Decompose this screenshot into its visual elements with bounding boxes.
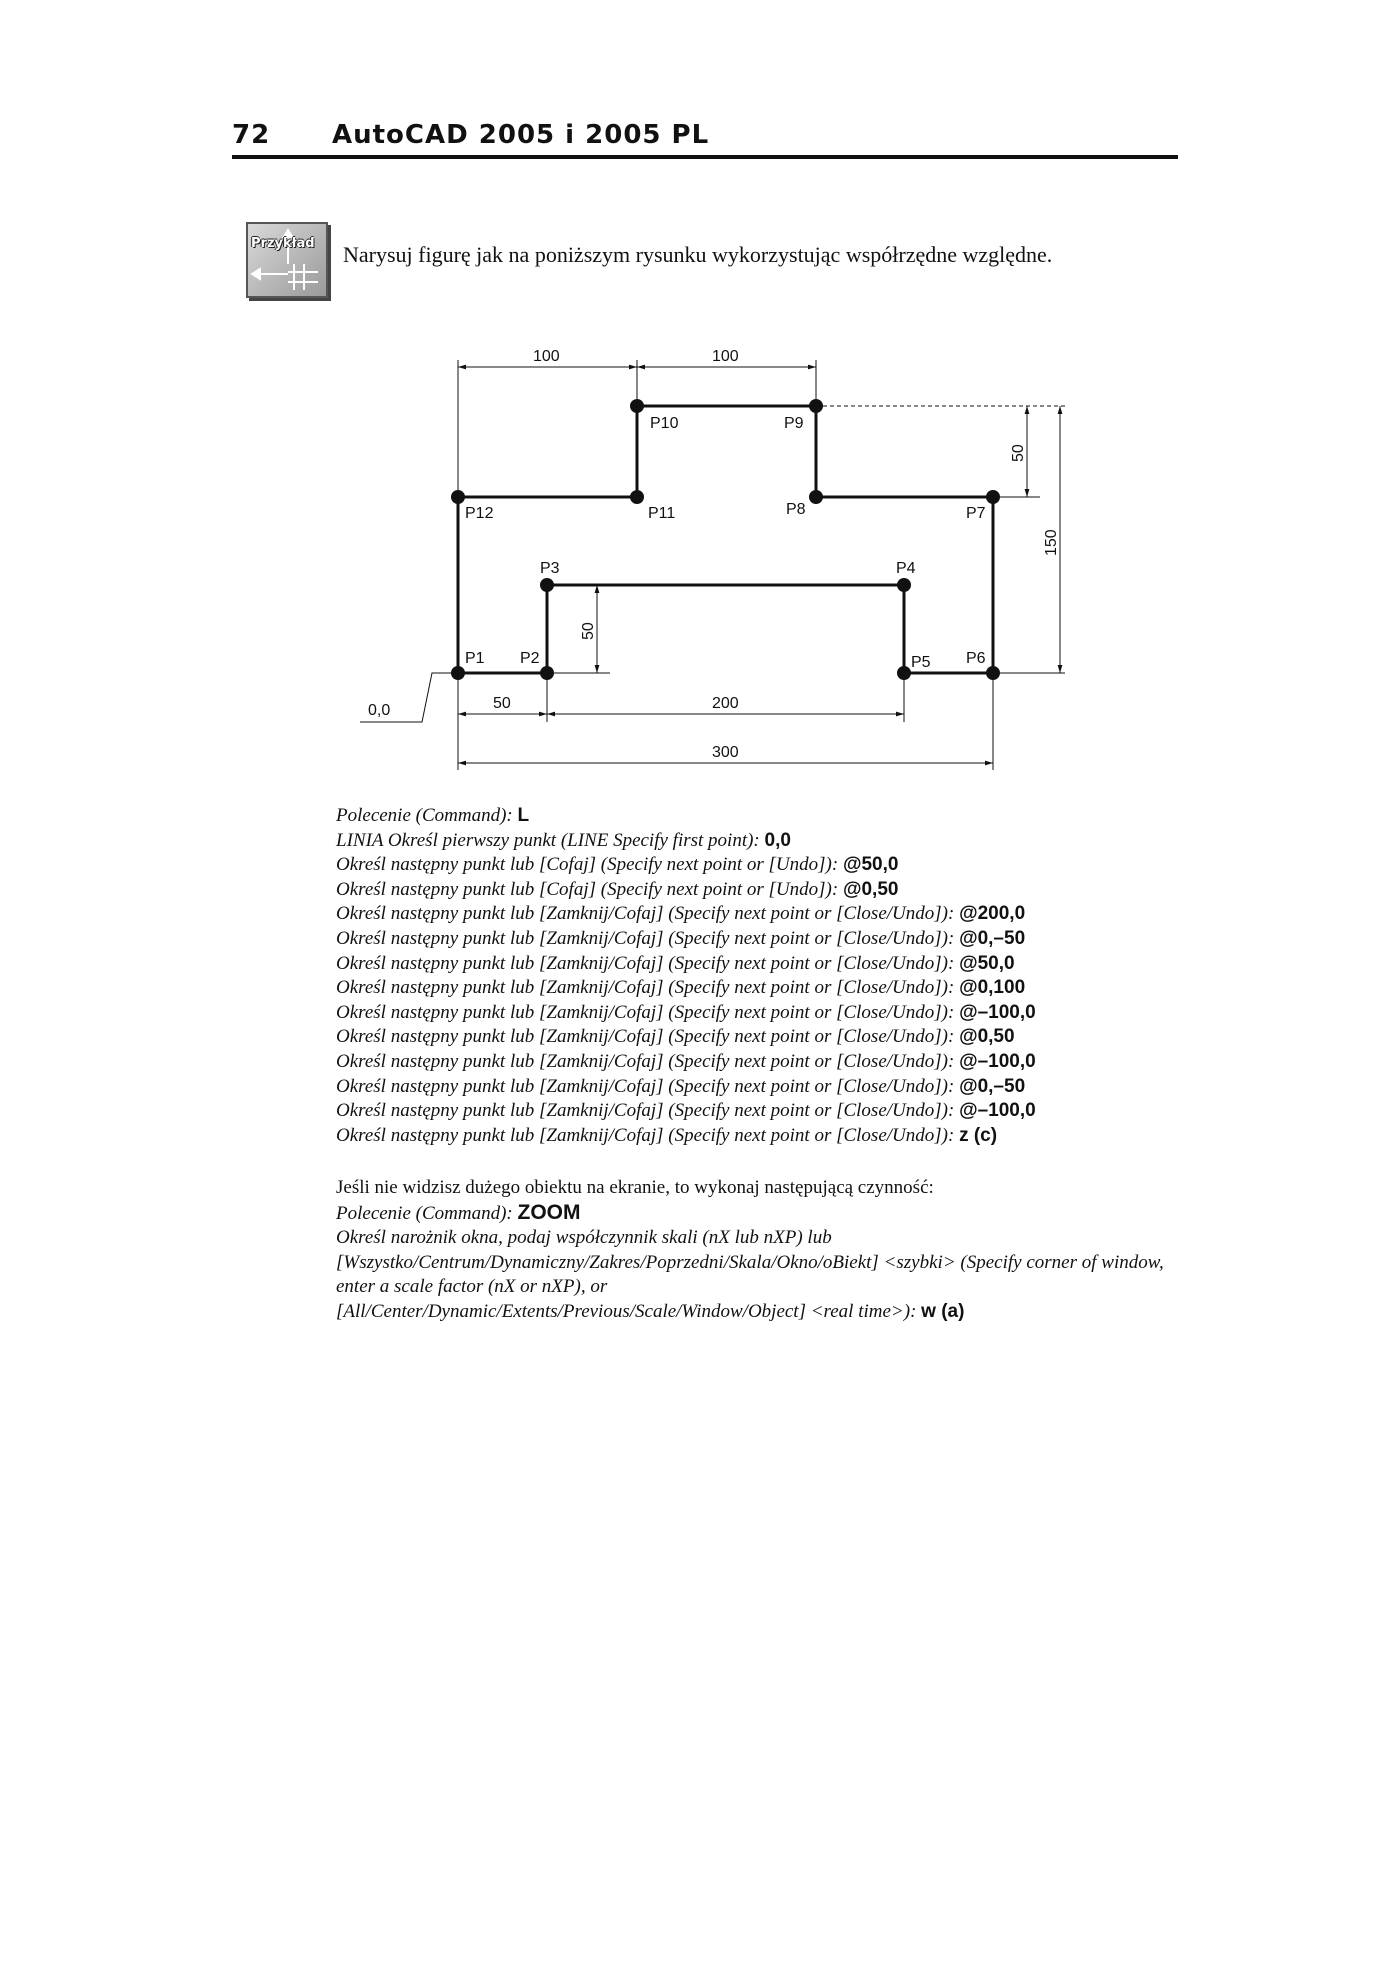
zoom-prompt-options: [All/Center/Dynamic/Extents/Previous/Scale/Window/Object] <real time>): bbox=[336, 1300, 917, 1322]
command-line bbox=[336, 976, 1186, 1001]
point-markers bbox=[451, 399, 1000, 680]
command-value: @–100,0 bbox=[959, 1100, 1036, 1122]
point-p8 bbox=[809, 490, 823, 504]
header-rule bbox=[232, 155, 1178, 159]
label-p9: P9 bbox=[784, 415, 804, 432]
command-prompt: Określ następny punkt lub [Zamknij/Cofaj] (Specify next point or [Close/Undo]): bbox=[336, 1026, 955, 1048]
point-p1 bbox=[451, 666, 465, 680]
book-title: AutoCAD 2005 i 2005 PL bbox=[332, 120, 710, 150]
zoom-answer: w (a) bbox=[921, 1300, 965, 1322]
command-value: L bbox=[517, 805, 530, 826]
command-prompt: Określ następny punkt lub [Zamknij/Cofaj] (Specify next point or [Close/Undo]): bbox=[336, 1001, 955, 1023]
zoom-prompt-line-2: [Wszystko/Centrum/Dynamiczny/Zakres/Poprzedni/Skala/Okno/oBiekt] <szybki> (Specify corner of window, enter a scale factor (nX or nXP), or bbox=[336, 1251, 1164, 1298]
dim-bottom-left: 50 bbox=[493, 695, 511, 712]
command-prompt: Określ następny punkt lub [Cofaj] (Specify next point or [Undo]): bbox=[336, 854, 839, 876]
command-line bbox=[336, 878, 1186, 903]
command-line bbox=[336, 1075, 1186, 1100]
point-p6 bbox=[986, 666, 1000, 680]
label-p11: P11 bbox=[648, 505, 676, 522]
command-value: @0,50 bbox=[959, 1026, 1015, 1048]
command-line bbox=[336, 902, 1186, 927]
command-line bbox=[336, 853, 1186, 878]
command-line bbox=[336, 927, 1186, 952]
command-value: 0,0 bbox=[764, 829, 791, 851]
origin-label: 0,0 bbox=[368, 702, 391, 719]
command-prompt: Określ następny punkt lub [Zamknij/Cofaj] (Specify next point or [Close/Undo]): bbox=[336, 977, 955, 999]
command-prompt: Określ następny punkt lub [Zamknij/Cofaj] (Specify next point or [Close/Undo]): bbox=[336, 927, 955, 949]
figure-outline bbox=[458, 406, 993, 673]
zoom-section bbox=[336, 1176, 1186, 1325]
command-prompt: Określ następny punkt lub [Zamknij/Cofaj] (Specify next point or [Close/Undo]): bbox=[336, 1124, 955, 1146]
command-value: @0,50 bbox=[842, 878, 899, 900]
dim-inner-height: 50 bbox=[580, 622, 597, 640]
grid-arrow-icon bbox=[248, 224, 326, 296]
point-p3 bbox=[540, 578, 554, 592]
label-p8: P8 bbox=[786, 501, 806, 518]
command-value: @0,100 bbox=[959, 977, 1026, 999]
command-prompt: Określ następny punkt lub [Zamknij/Cofaj] (Specify next point or [Close/Undo]): bbox=[336, 1050, 955, 1072]
command-line bbox=[336, 1099, 1186, 1124]
dim-right-outner: 150 bbox=[1043, 529, 1060, 556]
label-p5: P5 bbox=[911, 654, 931, 671]
page-number: 72 bbox=[232, 120, 271, 150]
point-p2 bbox=[540, 666, 554, 680]
command-value: @200,0 bbox=[959, 903, 1026, 925]
label-p6: P6 bbox=[966, 650, 986, 667]
dim-bottom-mid: 200 bbox=[712, 695, 739, 712]
zoom-intro: Jeśli nie widzisz dużego obiektu na ekranie, to wykonaj następującą czynność: bbox=[336, 1177, 934, 1198]
zoom-command-value: ZOOM bbox=[517, 1200, 581, 1224]
point-p5 bbox=[897, 666, 911, 680]
zoom-command-line bbox=[336, 1201, 1186, 1227]
point-p4 bbox=[897, 578, 911, 592]
zoom-command-prompt: Polecenie (Command): bbox=[336, 1202, 513, 1224]
dim-top-right: 100 bbox=[712, 348, 739, 365]
command-line bbox=[336, 804, 1186, 829]
command-value: @0,–50 bbox=[959, 1075, 1026, 1097]
command-prompt: Polecenie (Command): bbox=[336, 805, 513, 826]
example-instruction: Narysuj figurę jak na poniższym rysunku wykorzystując współrzędne względne. bbox=[343, 242, 1053, 267]
command-prompt: Określ następny punkt lub [Zamknij/Cofaj] (Specify next point or [Close/Undo]): bbox=[336, 1075, 955, 1097]
label-p10: P10 bbox=[650, 415, 679, 432]
point-p12 bbox=[451, 490, 465, 504]
command-line bbox=[336, 1124, 1186, 1149]
dim-bottom-total: 300 bbox=[712, 744, 739, 761]
example-icon bbox=[246, 222, 328, 298]
command-value: @50,0 bbox=[842, 854, 899, 876]
dim-top-left: 100 bbox=[533, 348, 560, 365]
point-p10 bbox=[630, 399, 644, 413]
label-p1: P1 bbox=[465, 650, 485, 667]
zoom-prompt-line-1: Określ narożnik okna, podaj współczynnik skali (nX lub nXP) lub bbox=[336, 1227, 832, 1249]
command-prompt: Określ następny punkt lub [Zamknij/Cofaj] (Specify next point or [Close/Undo]): bbox=[336, 903, 955, 925]
command-line bbox=[336, 829, 1186, 854]
command-prompt: LINIA Określ pierwszy punkt (LINE Specify first point): bbox=[336, 829, 760, 851]
command-line bbox=[336, 1050, 1186, 1075]
command-line bbox=[336, 952, 1186, 977]
point-p7 bbox=[986, 490, 1000, 504]
command-value: @0,–50 bbox=[959, 927, 1026, 949]
command-prompt: Określ następny punkt lub [Zamknij/Cofaj] (Specify next point or [Close/Undo]): bbox=[336, 952, 955, 974]
point-p9 bbox=[809, 399, 823, 413]
command-value: @50,0 bbox=[959, 952, 1015, 974]
label-p12: P12 bbox=[465, 505, 494, 522]
label-p2: P2 bbox=[520, 650, 540, 667]
technical-drawing bbox=[340, 330, 1080, 770]
command-prompt: Określ następny punkt lub [Zamknij/Cofaj] (Specify next point or [Close/Undo]): bbox=[336, 1100, 955, 1122]
point-p11 bbox=[630, 490, 644, 504]
command-value: @–100,0 bbox=[959, 1050, 1036, 1072]
label-p7: P7 bbox=[966, 505, 986, 522]
dim-right-inner: 50 bbox=[1010, 444, 1027, 462]
label-p4: P4 bbox=[896, 560, 916, 577]
command-value: z (c) bbox=[959, 1124, 998, 1146]
command-line bbox=[336, 1025, 1186, 1050]
command-value: @–100,0 bbox=[959, 1001, 1036, 1023]
example-icon-label: Przykład bbox=[251, 236, 315, 251]
command-line bbox=[336, 1001, 1186, 1026]
zoom-prompt-line-3 bbox=[336, 1300, 1186, 1325]
command-sequence bbox=[336, 804, 1186, 1148]
label-p3: P3 bbox=[540, 560, 560, 577]
page-header bbox=[232, 120, 1178, 160]
command-prompt: Określ następny punkt lub [Cofaj] (Specify next point or [Undo]): bbox=[336, 878, 839, 900]
